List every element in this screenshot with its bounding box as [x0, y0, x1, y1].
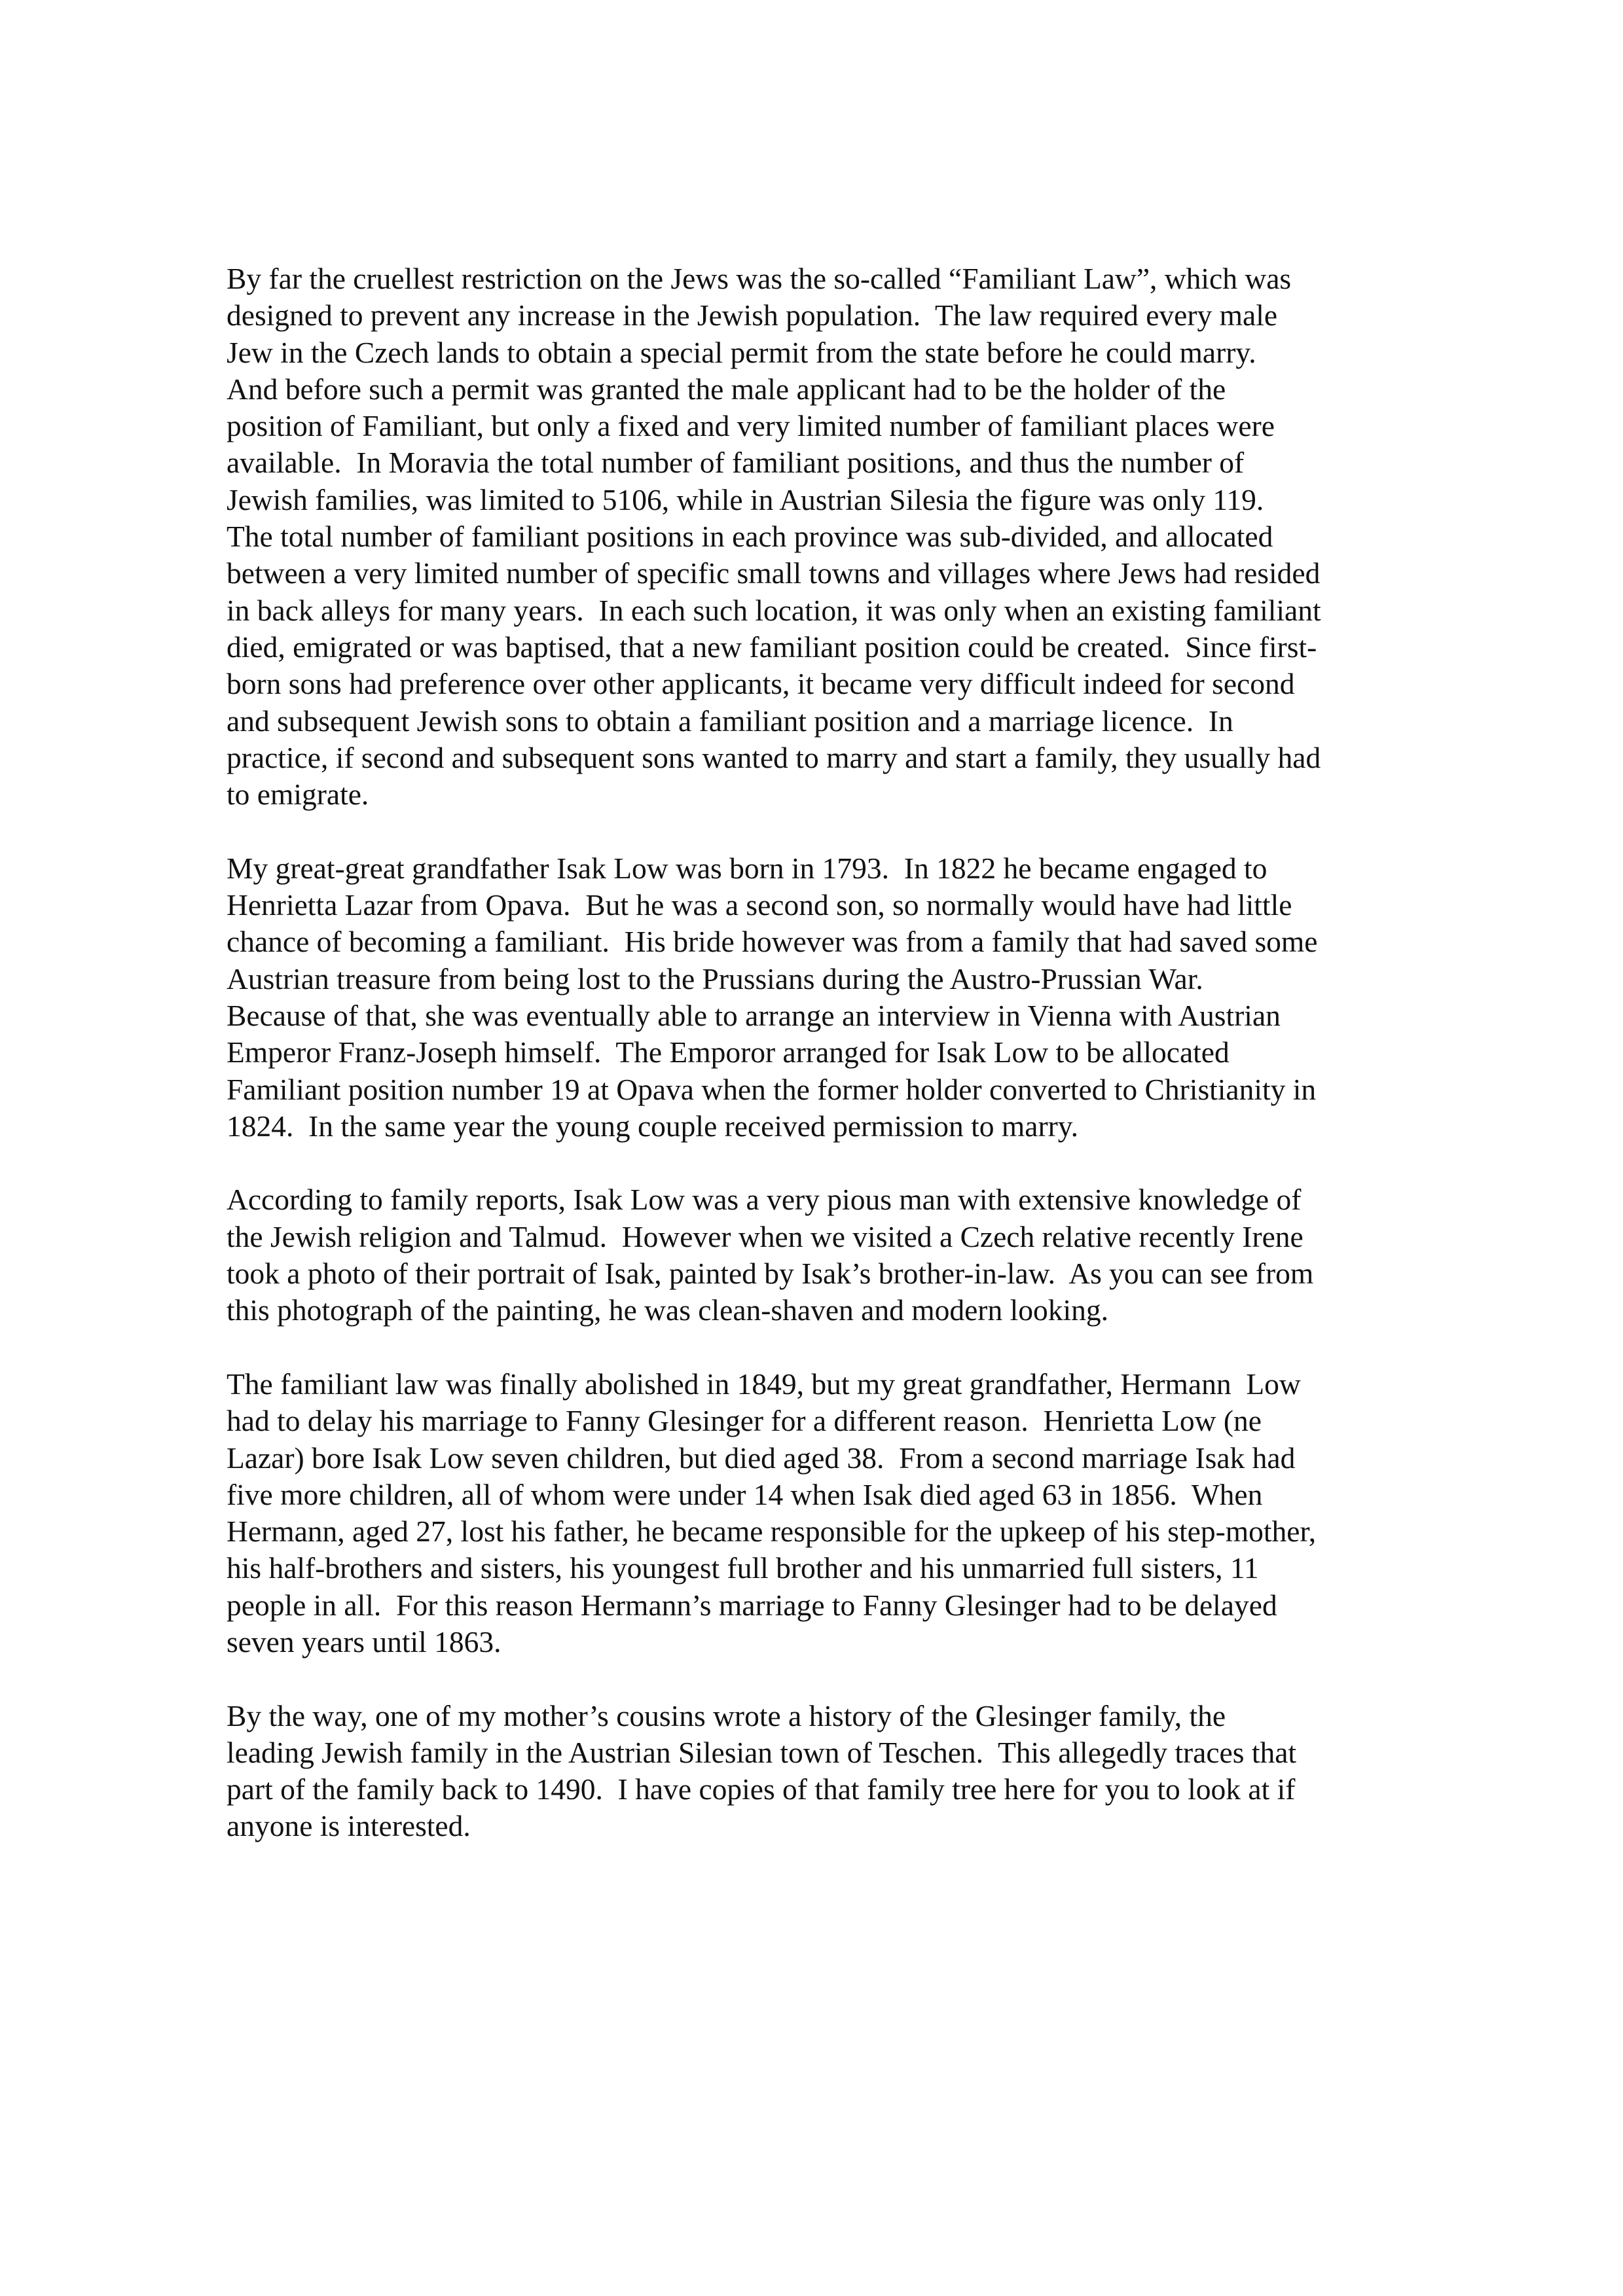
- text-line: five more children, all of whom were under 14 when Isak died aged 63 in 1856. When: [227, 1477, 1263, 1511]
- paragraph-portrait: [227, 1181, 1405, 1329]
- text-line: By far the cruellest restriction on the Jews was the so-called “Familiant Law”, which was: [227, 262, 1292, 295]
- text-line: Familiant position number 19 at Opava when the former holder converted to Christianity in: [227, 1072, 1317, 1106]
- text-line: and subsequent Jewish sons to obtain a familiant position and a marriage licence. In: [227, 704, 1233, 738]
- text-line: Jew in the Czech lands to obtain a special permit from the state before he could marry.: [227, 335, 1256, 369]
- text-line: anyone is interested.: [227, 1809, 471, 1843]
- text-line: My great-great grandfather Isak Low was born in 1793. In 1822 he became engaged to: [227, 851, 1267, 885]
- text-line: designed to prevent any increase in the Jewish population. The law required every male: [227, 298, 1278, 332]
- text-line: leading Jewish family in the Austrian Silesian town of Teschen. This allegedly traces that: [227, 1735, 1297, 1769]
- text-line: had to delay his marriage to Fanny Glesinger for a different reason. Henrietta Low (ne: [227, 1404, 1262, 1438]
- text-line: between a very limited number of specific small towns and villages where Jews had resided: [227, 556, 1321, 590]
- text-line: born sons had preference over other applicants, it became very difficult indeed for second: [227, 667, 1295, 701]
- text-line: Emperor Franz-Joseph himself. The Emporor arranged for Isak Low to be allocated: [227, 1035, 1230, 1069]
- paragraph-hermann-low: [227, 1366, 1405, 1660]
- text-line: 1824. In the same year the young couple received permission to marry.: [227, 1109, 1078, 1143]
- paragraph-glesinger-history: [227, 1698, 1405, 1845]
- body-text: [227, 260, 1405, 1882]
- paragraph-isak-low: [227, 850, 1405, 1145]
- text-line: this photograph of the painting, he was clean-shaven and modern looking.: [227, 1293, 1108, 1327]
- text-line: By the way, one of my mother’s cousins wrote a history of the Glesinger family, the: [227, 1698, 1226, 1732]
- text-line: According to family reports, Isak Low was a very pious man with extensive knowledge of: [227, 1183, 1302, 1217]
- text-line: chance of becoming a familiant. His bride however was from a family that had saved some: [227, 925, 1318, 959]
- text-line: available. In Moravia the total number of familiant positions, and thus the number of: [227, 446, 1245, 480]
- text-line: Hermann, aged 27, lost his father, he became responsible for the upkeep of his step-mother,: [227, 1515, 1317, 1549]
- text-line: Austrian treasure from being lost to the Prussians during the Austro-Prussian War.: [227, 961, 1203, 996]
- text-line: Jewish families, was limited to 5106, while in Austrian Silesia the figure was only 119.: [227, 482, 1264, 516]
- text-line: part of the family back to 1490. I have copies of that family tree here for you to look at if: [227, 1772, 1296, 1806]
- text-line: the Jewish religion and Talmud. However when we visited a Czech relative recently Irene: [227, 1219, 1304, 1253]
- paragraph-familiant-law: [227, 260, 1405, 813]
- text-line: took a photo of their portrait of Isak, painted by Isak’s brother-in-law. As you can see from: [227, 1257, 1314, 1291]
- text-line: The familiant law was finally abolished in 1849, but my great grandfather, Hermann Low: [227, 1367, 1301, 1401]
- text-line: And before such a permit was granted the male applicant had to be the holder of the: [227, 372, 1226, 406]
- text-line: in back alleys for many years. In each such location, it was only when an existing familiant: [227, 593, 1321, 627]
- text-line: practice, if second and subsequent sons wanted to marry and start a family, they usually had: [227, 740, 1321, 774]
- text-line: people in all. For this reason Hermann’s marriage to Fanny Glesinger had to be delayed: [227, 1588, 1277, 1622]
- text-line: died, emigrated or was baptised, that a new familiant position could be created. Since first-: [227, 630, 1317, 664]
- text-line: seven years until 1863.: [227, 1624, 501, 1659]
- text-line: Because of that, she was eventually able to arrange an interview in Vienna with Austrian: [227, 998, 1281, 1032]
- text-line: Lazar) bore Isak Low seven children, but died aged 38. From a second marriage Isak had: [227, 1441, 1296, 1475]
- text-line: The total number of familiant positions in each province was sub-divided, and allocated: [227, 520, 1273, 554]
- text-line: to emigrate.: [227, 778, 369, 812]
- text-line: Henrietta Lazar from Opava. But he was a second son, so normally would have had little: [227, 888, 1292, 922]
- text-line: his half-brothers and sisters, his youngest full brother and his unmarried full sisters, 11: [227, 1551, 1259, 1585]
- text-line: position of Familiant, but only a fixed and very limited number of familiant places were: [227, 409, 1275, 443]
